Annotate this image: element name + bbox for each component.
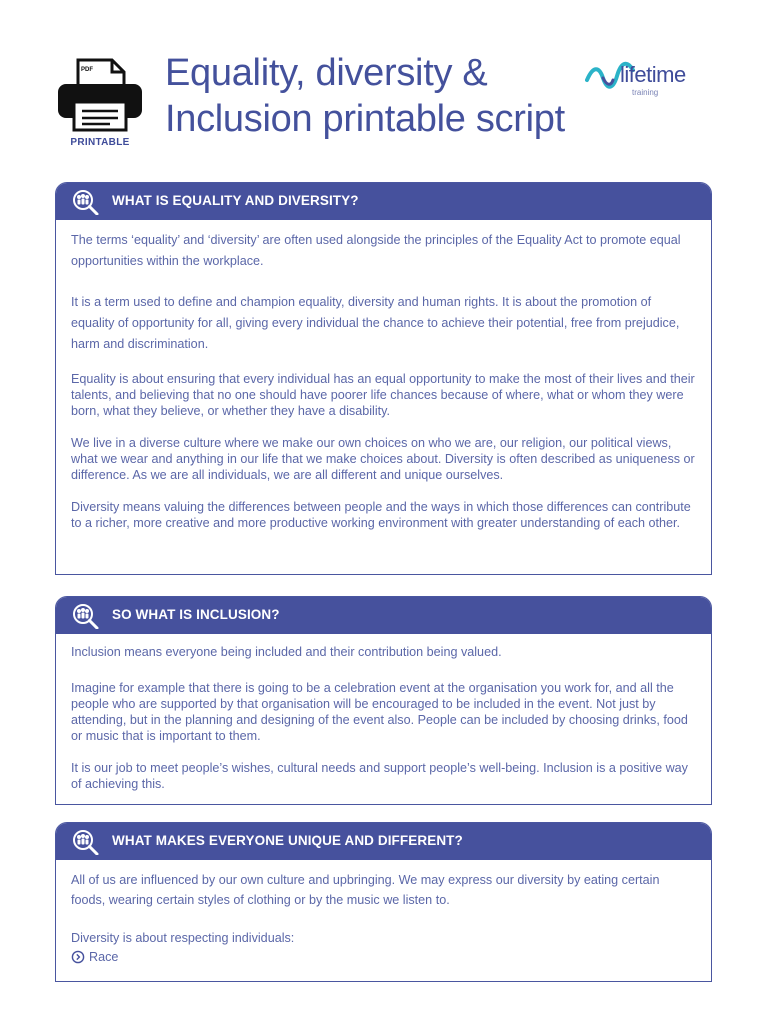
title-line-1: Equality, diversity & <box>165 52 488 94</box>
paragraph: It is a term used to define and champion equality, diversity and human rights. It is about the promotion of equality of opportunity for all, giving every individual the chance to achieve their potential, free from prejudice, harm and discrimination. <box>71 295 680 351</box>
section-body <box>56 860 711 974</box>
section-unique-different <box>55 822 712 982</box>
paragraph: It is our job to meet people’s wishes, cultural needs and support people’s well-being. Inclusion is a positive way of achieving this. <box>71 761 688 791</box>
paragraph: All of us are influenced by our own culture and upbringing. We may express our diversity by eating certain foods, wearing certain styles of clothing or by the music we listen to. <box>71 873 660 907</box>
section-header <box>56 597 711 634</box>
section-inclusion <box>55 596 712 805</box>
section-title: WHAT IS EQUALITY AND DIVERSITY? <box>112 193 359 208</box>
people-search-icon <box>71 829 99 855</box>
section-title: WHAT MAKES EVERYONE UNIQUE AND DIFFERENT? <box>112 833 463 848</box>
logo-text: lifetime <box>620 62 686 87</box>
section-title: SO WHAT IS INCLUSION? <box>112 607 280 622</box>
page-header <box>0 0 768 170</box>
people-search-icon <box>71 603 99 629</box>
page-title <box>165 50 565 142</box>
section-header <box>56 823 711 860</box>
chevron-right-circle-icon <box>71 950 85 964</box>
section-header <box>56 183 711 220</box>
printer-icon[interactable] <box>54 56 146 132</box>
title-line-2: Inclusion printable script <box>165 98 565 140</box>
list-item-label: Race <box>89 950 119 964</box>
people-search-icon <box>71 189 99 215</box>
logo-subtext: training <box>632 88 659 97</box>
paragraph: Diversity is about respecting individuals: <box>71 931 295 945</box>
pdf-label: PDF <box>81 67 93 73</box>
paragraph: Inclusion means everyone being included and their contribution being valued. <box>71 645 502 659</box>
list-item <box>71 950 696 964</box>
printable-label: PRINTABLE <box>70 137 130 148</box>
section-body <box>56 634 711 802</box>
paragraph: The terms ‘equality’ and ‘diversity’ are often used alongside the principles of the Equality Act to promote equal opportunities within the workplace. <box>71 233 681 268</box>
paragraph: Imagine for example that there is going to be a celebration event at the organisation you work for, and all the people who are supported by that organisation will be encouraged to be included in the event. Not just by attending, but in the planning and designing of the event also. People can be included by choosing drinks, food or music that is important to them. <box>71 681 688 743</box>
section-equality-diversity <box>55 182 712 575</box>
paragraph: Diversity means valuing the differences between people and the ways in which those differences can contribute to a richer, more creative and more productive working environment with greater understanding of each other. <box>71 500 691 530</box>
paragraph: Equality is about ensuring that every individual has an equal opportunity to make the most of their lives and their talents, and believing that no one should have poorer life chances because of where, what or whom they were born, what they believe, or whether they have a disability. <box>71 372 695 418</box>
paragraph: We live in a diverse culture where we make our own choices on who we are, our religion, our political views, what we wear and anything in our life that we make choices about. Diversity is often described as uniqueness or difference. As we are all individuals, we are all different and unique ourselves. <box>71 436 695 482</box>
section-body <box>56 220 711 541</box>
